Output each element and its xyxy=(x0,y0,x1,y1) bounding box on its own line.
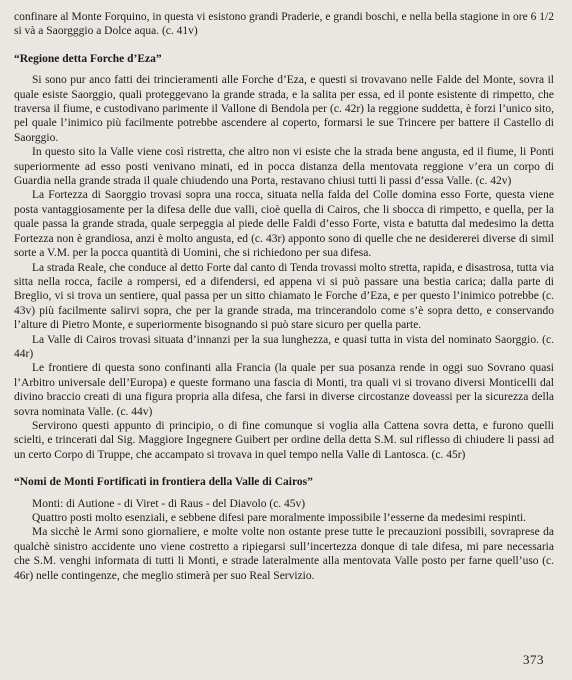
section-heading-nomi-de-monti: “Nomi de Monti Fortificati in frontiera della Valle di Cairos” xyxy=(14,476,313,489)
paragraph: Ma sicchè le Armi sono giornaliere, e molte volte non ostante prese tutte le precauzioni possibili, sovraprese da qualchè sinistro accidente uno viene costretto a ripiegarsi sull’incertezza donque di tale difesa, mi pare necessaria che S.M. venghi informata di tutti li Monti, e strade lateralmente alla mentovata Valle posto per farne quell’uso (c. 46r) nelle contingenze, che meglio stimerà per suo Real Servizio. xyxy=(14,526,554,582)
paragraph: Quattro posti molto esenziali, e sebbene difesi pare moralmente impossibile l’esserne da medesimi respinti. xyxy=(32,512,527,524)
paragraph: La Fortezza di Saorggio trovasi sopra una rocca, situata nella falda del Colle domina esso Forte, questa viene posta vantaggiosamente per la difesa delle due valli, cioè quella di Cairos, che li sbocca di rimpetto, e quella, per la quale passa la grande strada, quale serpeggia al piede delle Faldi d’esso Forte, vista e batutta dal medesimo la detta Fortezza non è grandiosa, anzi è molto angusta, ed (c. 43r) apponto sono di quelle che ne desidererei diverse di simil sorte a V.M. per la pocca quantità di Uomini, che si richiedono per sua difesa. xyxy=(14,189,554,260)
paragraph: La strada Reale, che conduce al detto Forte dal canto di Tenda trovassi molto stretta, rapida, e disastrosa, tutta via sitta nella rocca, facile a rompersi, ed a difendersi, ed appena vi si può passare una bestia carica; dalla parte di Breglio, vi si trova un sentiere, qual passa per un sitto chiamato le Forche d’Eza, e per questo l’inimico potrebbe (c. 43v) più facilmente salirvi sopra, che per la grande strada, ma trincerandolo come s’è sopra detto, e conservando l’alture di Pietro Monte, e superiormente bisognando si può stare sicuro per quella parte. xyxy=(14,261,554,332)
paragraph: In questo sito la Valle viene così ristretta, che altro non vi esiste che la strada bene angusta, ed il fiume, li Ponti superiormente ad esso posti venivano minati, ed in pocca distanza della mentovata reggione v’era un corpo di Guardia nella grande strada il quale chiudendo una Porta, restavano chiusi tutti li passi d’essa Valle. (c. 42v) xyxy=(14,146,554,188)
paragraph: Le frontiere di questa sono confinanti alla Francia (la quale per sua posanza rende in oggi suo Sovrano quasi l’Arbitro universale dell’Europa) e queste formano una fascia di Monti, tra quali vi si trovano diversi Monticelli dal divino braccio creati di una figura propria alla difesa, che farsi in diverse circostanze doveassi per la sicurezza della sovra nominata Valle. (c. 44v) xyxy=(14,362,554,418)
paragraph: Si sono pur anco fatti dei trincieramenti alle Forche d’Eza, e questi si trovavano nelle Falde del Monte, sovra il quale esiste Saorggio, quali proteggevano la grande strada, e la salita per essa, ed il ponte esistente di rimpetto, che traversa il fiume, e custodivano parimente il Vallone di Bendola per (c. 42r) la reggione suddetta, è forzi l’unico sito, pel quale l’inimico più facilmente potrebbe ascendere al coperto, formarsi le sue Trincere per battere il Castello di Saorggio. xyxy=(14,74,554,144)
paragraph: Servirono questi appunto di principio, o di fine comunque si voglia alla Cattena sovra detta, e furono quelli scielti, e trincerati dal Sig. Maggiore Ingegnere Guibert per ordine della detta S.M. sul riflesso di chiudere li passi ad un certo Corpo di Truppe, che accampato si trovava in quel tempo nella Valle di Lantosca. (c. 45r) xyxy=(14,419,554,461)
document-page xyxy=(14,10,554,583)
intro-text: confinare al Monte Forquino, in questa vi esistono grandi Praderie, e grandi boschi, e nella bella stagione in ore 6 1/2 si và a Saorgggio a Dolce aqua. (c. 41v) xyxy=(14,11,554,38)
monti-list-line: Monti: di Autione - di Viret - di Raus - del Diavolo (c. 45v) xyxy=(32,497,306,510)
paragraph: La Valle di Cairos trovasi situata d’innanzi per la sua lunghezza, e quasi tutta in vista del nominato Saorggio. (c. 44r) xyxy=(14,333,554,360)
section-heading-forche-deza: “Regione detta Forche d’Eza” xyxy=(14,52,162,65)
page-number: 373 xyxy=(523,652,544,667)
